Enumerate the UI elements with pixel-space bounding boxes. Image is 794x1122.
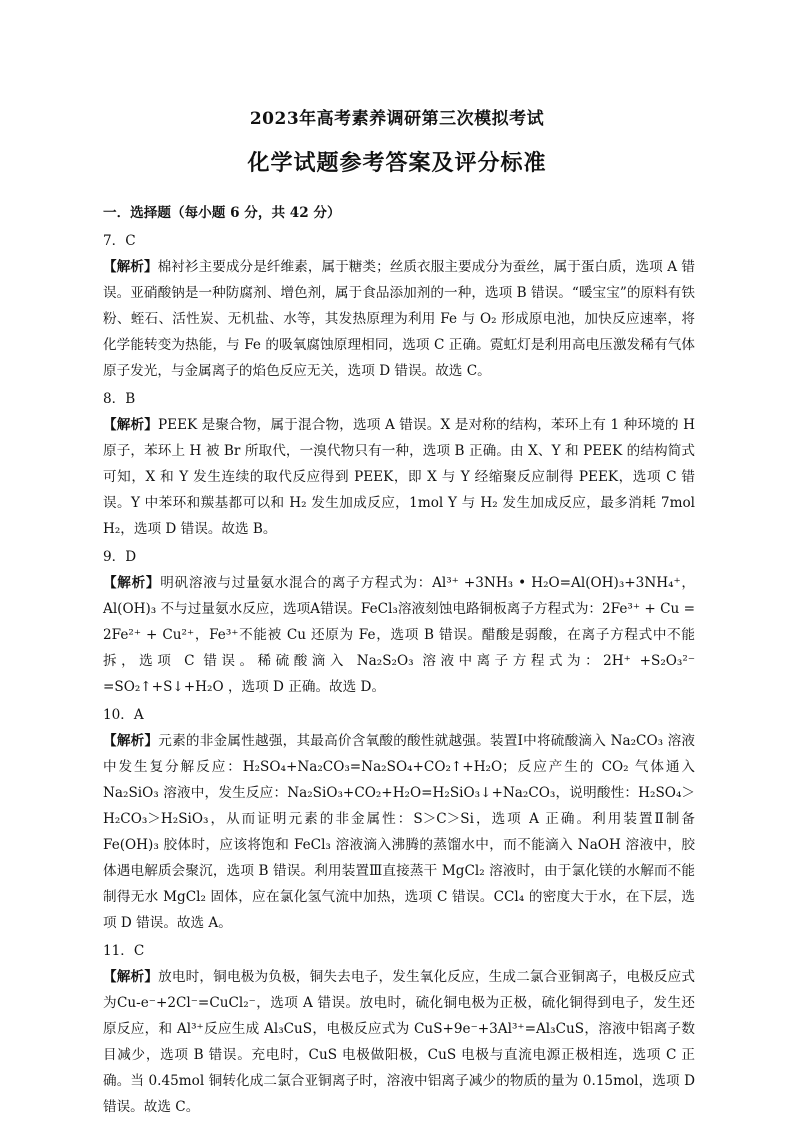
section-heading: 一．选择题（每小题 6 分，共 42 分） (103, 205, 341, 221)
question-8-analysis (103, 412, 695, 542)
analysis-text: 元素的非金属性越强，其最高价含氧酸的酸性就越强。装置Ⅰ中将硫酸滴入 Na₂CO₃ 溶液中发生复分解反应：H₂SO₄+Na₂CO₃=Na₂SO₄+CO₂↑+H₂O；反应产生的 CO₂ 气体通入 Na₂SiO₃ 溶液中，发生反应：Na₂SiO₃+CO₂+H₂O=H₂SiO₃↓+Na₂CO₃，说明酸性：H₂SO₄＞H₂CO₃＞H₂SiO₃，从而证明元素的非金属性：S＞C＞Si，选项 A 正确。利用装置Ⅱ制备 Fe(OH)₃ 胶体时，应该将饱和 FeCl₃ 溶液滴入沸腾的蒸馏水中，而不能滴入 NaOH 溶液中，胶体遇电解质会聚沉，选项 B 错误。利用装置Ⅲ直接蒸干 MgCl₂ 溶液时，由于氯化镁的水解而不能制得无水 MgCl₂ 固体，应在氯化氢气流中加热，选项 C 错误。CCl₄ 的密度大于水，在下层，选项 D 错误。故选 A。 (103, 733, 696, 931)
analysis-text: PEEK 是聚合物，属于混合物，选项 A 错误。X 是对称的结构，苯环上有 1 种环境的 H 原子，苯环上 H 被 Br 所取代，一溴代物只有一种，选项 B 正确。由 X、Y 和 PEEK 的结构简式可知，X 和 Y 发生连续的取代反应得到 PEEK，即 X 与 Y 经缩聚反应制得 PEEK，选项 C 错误。Y 中苯环和羰基都可以和 H₂ 发生加成反应，1mol Y 与 H₂ 发生加成反应，最多消耗 7mol H₂，选项 D 错误。故选 B。 (103, 417, 695, 537)
exam-title: 2023年高考素养调研第三次模拟考试 (249, 109, 545, 129)
analysis-text: 放电时，铜电极为负极，铜失去电子，发生氧化反应，生成二氯合亚铜离子，电极反应式为Cu-e⁻+2Cl⁻=CuCl₂⁻，选项 A 错误。放电时，硫化铜电极为正极，硫化铜得到电子，发生还原反应，和 Al³⁺反应生成 Al₃CuS，电极反应式为 CuS+9e⁻+3Al³⁺=Al₃CuS，溶液中铝离子数目减少，选项 B 错误。充电时，CuS 电极做阳极，CuS 电极与直流电源正极相连，选项 C 正确。当 0.45mol 铜转化成二氯合亚铜离子时，溶液中铝离子减少的物质的量为 0.15mol，选项 D 错误。故选 C。 (103, 969, 696, 1115)
question-9-analysis (103, 570, 695, 700)
question-9-answer: 9．D (103, 549, 137, 565)
answer-content (103, 200, 695, 1122)
question-11-analysis (103, 964, 695, 1120)
analysis-tag: 【解析】 (103, 575, 161, 591)
question-7-answer: 7．C (103, 233, 136, 249)
question-11-answer: 11．C (103, 943, 145, 959)
analysis-tag: 【解析】 (103, 259, 158, 275)
question-10-analysis (103, 728, 695, 936)
analysis-tag: 【解析】 (103, 733, 159, 749)
analysis-text: 棉衬衫主要成分是纤维素，属于糖类；丝质衣服主要成分为蚕丝，属于蛋白质，选项 A 错误。亚硝酸钠是一种防腐剂、增色剂，属于食品添加剂的一种，选项 B 错误。“暖宝宝”的原料有铁粉、蛭石、活性炭、无机盐、水等，其发热原理为利用 Fe 与 O₂ 形成原电池，加快反应速率，将化学能转变为热能，与 Fe 的吸氧腐蚀原理相同，选项 C 正确。霓虹灯是利用高电压激发稀有气体原子发光，与金属离子的焰色反应无关，选项 D 错误。故选 C。 (103, 259, 695, 379)
question-8-answer: 8．B (103, 391, 136, 407)
question-10-answer: 10．A (103, 707, 144, 723)
question-7-analysis (103, 254, 695, 384)
analysis-text: 明矾溶液与过量氨水混合的离子方程式为：Al³⁺ +3NH₃ • H₂O=Al(OH)₃+3NH₄⁺，Al(OH)₃ 不与过量氨水反应，选项A错误。FeCl₃溶液刻蚀电路铜板离子方程式为：2Fe³⁺ + Cu = 2Fe²⁺ + Cu²⁺，Fe³⁺不能被 Cu 还原为 Fe，选项 B 错误。醋酸是弱酸，在离子方程式中不能拆，选项 C 错误。稀硫酸滴入 Na₂S₂O₃ 溶液中离子方程式为：2H⁺ +S₂O₃²⁻ =SO₂↑+S↓+H₂O ，选项 D 正确。故选 D。 (103, 575, 695, 695)
analysis-tag: 【解析】 (103, 417, 159, 433)
answer-key-title: 化学试题参考答案及评分标准 (247, 150, 547, 176)
analysis-tag: 【解析】 (103, 969, 159, 985)
